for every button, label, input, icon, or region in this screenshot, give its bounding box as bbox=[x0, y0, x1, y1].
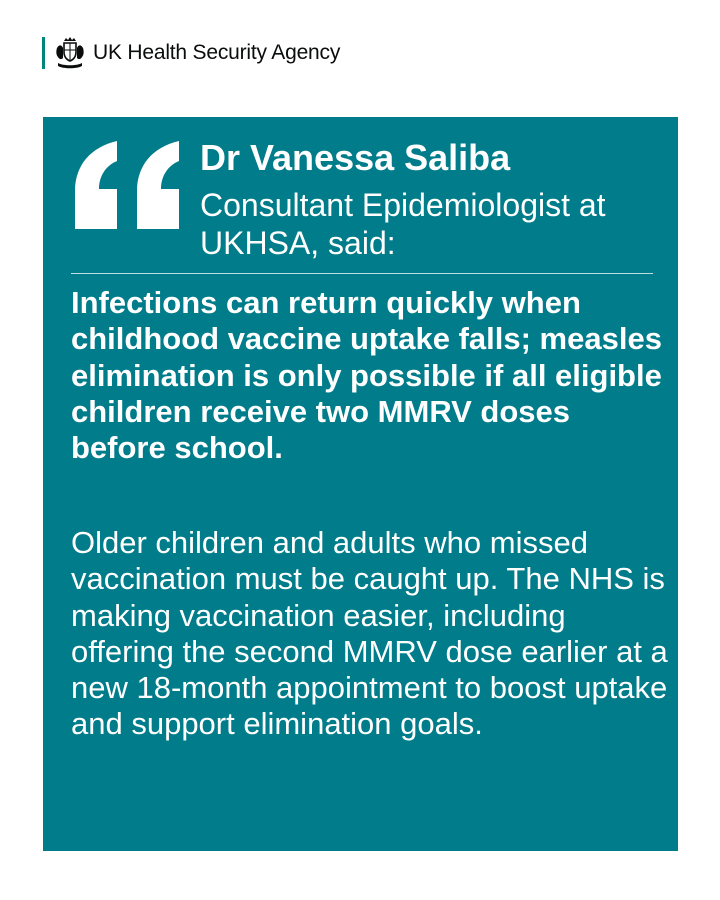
quotation-mark-icon bbox=[69, 139, 185, 231]
organisation-name: UK Health Security Agency bbox=[93, 41, 341, 64]
brand-header bbox=[42, 36, 340, 70]
speaker-role: Consultant Epidemiologist at UKHSA, said: bbox=[200, 187, 606, 261]
divider-line bbox=[71, 273, 653, 274]
royal-crest-icon bbox=[53, 36, 87, 70]
quote-card bbox=[43, 117, 678, 851]
lead-quote-text: Infections can return quickly when childhood vaccine uptake falls; measles elimination is only possible if all eligible children receive two MMRV doses before school. bbox=[71, 285, 662, 466]
body-quote-text: Older children and adults who missed vaccination must be caught up. The NHS is making vaccination easier, including offering the second MMRV dose earlier at a new 18-month appointment to boost uptake and support elimination goals. bbox=[71, 525, 668, 742]
brand-accent-bar bbox=[42, 37, 45, 69]
speaker-name: Dr Vanessa Saliba bbox=[200, 137, 511, 178]
